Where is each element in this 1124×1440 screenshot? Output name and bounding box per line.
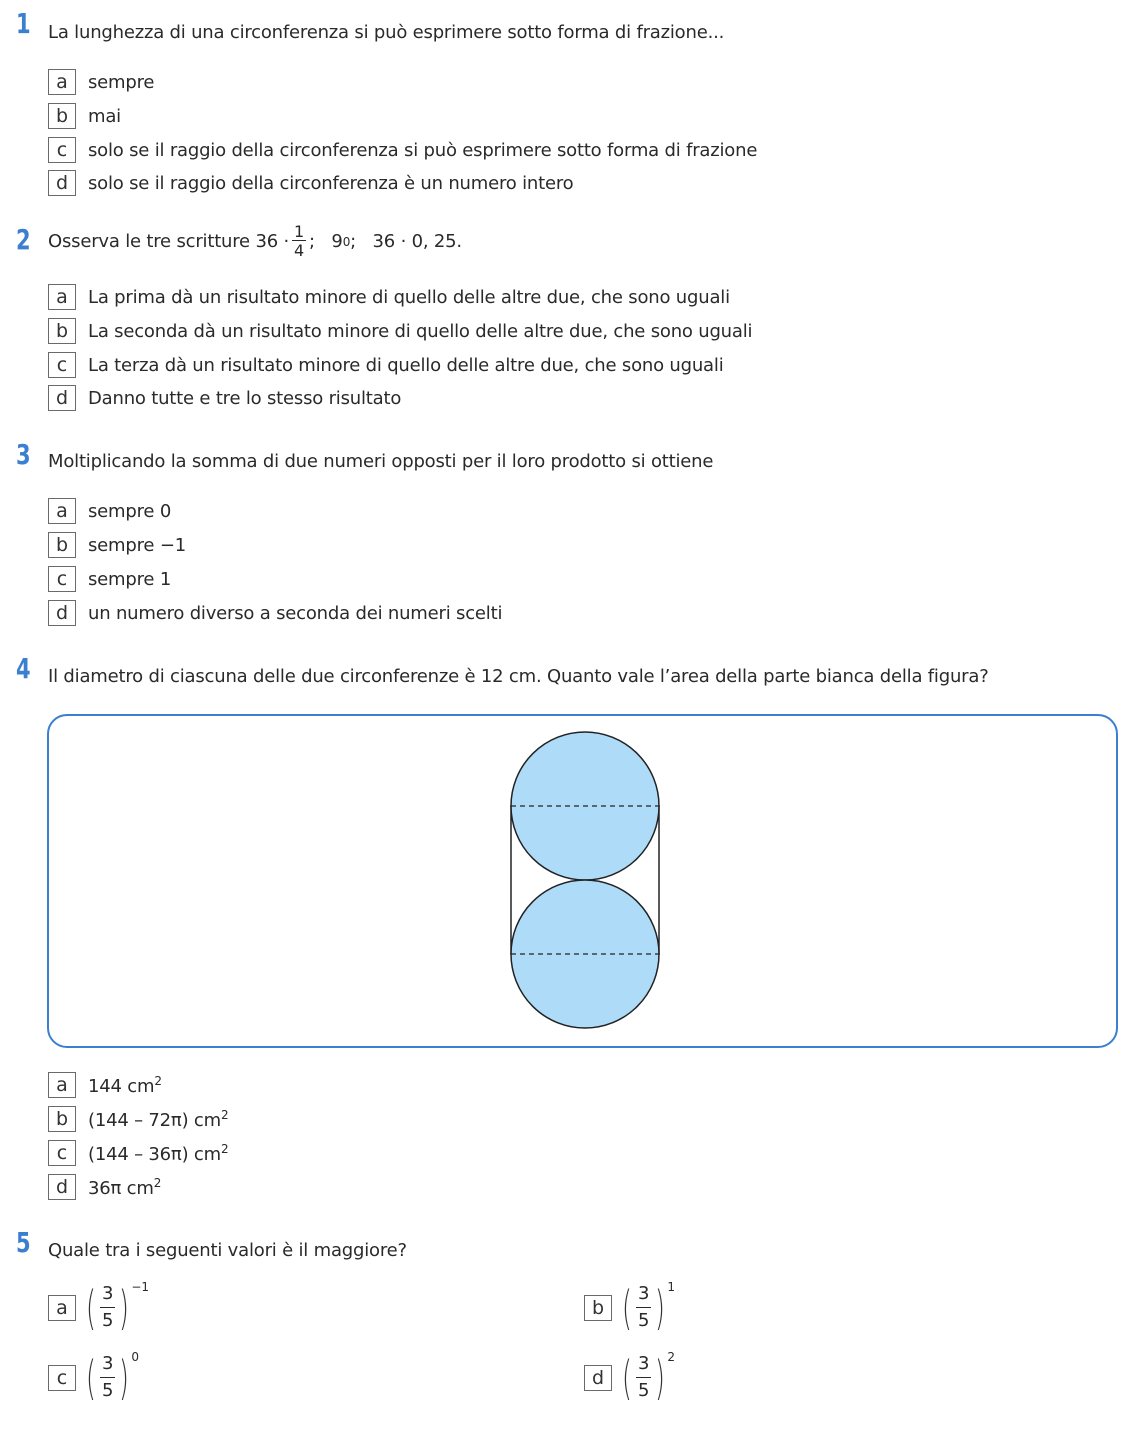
option-label [88,1176,161,1199]
answer-option[interactable] [48,316,752,346]
option-label: sempre [88,71,155,93]
option-label: mai [88,105,121,127]
answer-option[interactable] [48,135,757,165]
fraction-numerator: 3 [636,1284,651,1308]
option-letter-box[interactable]: b [48,1106,76,1132]
answer-option[interactable] [48,1280,150,1335]
figure-panel [47,714,1118,1048]
option-label: La seconda dà un risultato minore di quello delle altre due, che sono uguali [88,320,753,342]
right-paren: ) [119,1280,130,1335]
exponent: −1 [131,1280,150,1294]
fraction-numerator: 1 [294,222,304,241]
fraction-numerator: 3 [636,1354,651,1378]
exponent: 2 [153,1175,162,1190]
question-number: 2 [16,223,31,256]
answer-option[interactable] [48,598,502,628]
answer-option[interactable] [48,1172,161,1202]
option-text: 36π cm [88,1177,154,1199]
answer-option[interactable] [48,564,171,594]
exponent: 2 [220,1141,229,1156]
option-letter-box[interactable]: c [48,1365,76,1391]
option-label: sempre 0 [88,500,172,522]
option-letter-box[interactable]: d [48,170,76,196]
text-prefix: Osserva le tre scritture 36 · [48,231,290,252]
exponent: 0 [131,1350,139,1364]
exponent: 1 [667,1280,675,1294]
fraction [100,1354,115,1401]
question-text: Il diametro di ciascuna delle due circonferenze è 12 cm. Quanto vale l’area della parte bianca della figura? [48,666,989,687]
option-letter-box[interactable]: d [584,1365,612,1391]
fraction [100,1284,115,1331]
answer-option[interactable] [48,282,730,312]
right-paren: ) [655,1280,666,1335]
option-label: un numero diverso a seconda dei numeri scelti [88,602,503,624]
option-text: (144 – 36π) cm [88,1143,221,1165]
option-label [88,1108,228,1131]
fraction [636,1284,651,1331]
fraction-numerator: 3 [100,1354,115,1378]
option-label: La prima dà un risultato minore di quello delle altre due, che sono uguali [88,286,730,308]
answer-option[interactable] [584,1350,675,1405]
option-letter-box[interactable]: a [48,284,76,310]
option-letter-box[interactable]: b [48,532,76,558]
option-letter-box[interactable]: b [48,103,76,129]
answer-option[interactable] [48,383,401,413]
left-paren: ( [86,1280,96,1335]
fraction-denominator: 5 [637,1379,650,1401]
option-label: Danno tutte e tre lo stesso risultato [88,387,402,409]
exponent: 0 [342,234,351,249]
text-suffix: ; 36 · 0, 25. [350,231,462,252]
question-number: 3 [16,438,31,471]
question-number: 1 [16,7,31,40]
answer-option[interactable] [48,496,171,526]
option-letter-box[interactable]: c [48,352,76,378]
option-label: sempre 1 [88,568,172,590]
option-letter-box[interactable]: a [48,498,76,524]
option-label: sempre −1 [88,534,186,556]
answer-option[interactable] [48,1104,228,1134]
option-text: (144 – 72π) cm [88,1109,221,1131]
option-label: solo se il raggio della circonferenza è un numero intero [88,172,574,194]
fraction [636,1354,651,1401]
option-letter-box[interactable]: b [48,318,76,344]
answer-option[interactable] [48,101,121,131]
answer-option[interactable] [48,67,154,97]
option-letter-box[interactable]: c [48,566,76,592]
answer-option[interactable] [48,350,724,380]
right-paren: ) [119,1350,130,1405]
left-paren: ( [622,1280,632,1335]
exponent: 2 [154,1073,162,1088]
fraction-numerator: 3 [100,1284,115,1308]
option-letter-box[interactable]: a [48,69,76,95]
question-number: 4 [16,652,31,685]
left-paren: ( [86,1350,96,1405]
fraction-denominator: 5 [101,1309,114,1331]
answer-option[interactable] [48,168,573,198]
answer-option[interactable] [48,1138,228,1168]
fraction [292,224,306,259]
option-label [88,1142,228,1165]
option-letter-box[interactable]: c [48,1140,76,1166]
answer-option[interactable] [48,1070,162,1100]
exponent: 2 [667,1350,675,1364]
left-paren: ( [622,1350,632,1405]
answer-option[interactable] [48,530,186,560]
exponent: 2 [220,1107,229,1122]
option-label: solo se il raggio della circonferenza si può esprimere sotto forma di frazione [88,139,758,161]
two-circles-figure [49,716,1116,1046]
fraction-denominator: 4 [294,241,304,260]
question-text [48,224,462,259]
option-letter-box[interactable]: d [48,600,76,626]
right-paren: ) [655,1350,666,1405]
question-number: 5 [16,1226,31,1259]
option-letter-box[interactable]: d [48,385,76,411]
fraction-denominator: 5 [637,1309,650,1331]
answer-option[interactable] [48,1350,139,1405]
option-letter-box[interactable]: d [48,1174,76,1200]
question-text: La lunghezza di una circonferenza si può esprimere sotto forma di frazione... [48,22,725,43]
option-letter-box[interactable]: c [48,137,76,163]
text-mid: ; 9 [309,231,343,252]
option-letter-box[interactable]: b [584,1295,612,1321]
question-text: Quale tra i seguenti valori è il maggiore? [48,1240,407,1261]
option-letter-box[interactable]: a [48,1295,76,1321]
option-label [88,1074,162,1097]
option-label: La terza dà un risultato minore di quello delle altre due, che sono uguali [88,354,724,376]
option-text: 144 cm [88,1075,155,1097]
fraction-denominator: 5 [101,1379,114,1401]
answer-option[interactable] [584,1280,675,1335]
question-text: Moltiplicando la somma di due numeri opposti per il loro prodotto si ottiene [48,451,714,472]
option-letter-box[interactable]: a [48,1072,76,1098]
